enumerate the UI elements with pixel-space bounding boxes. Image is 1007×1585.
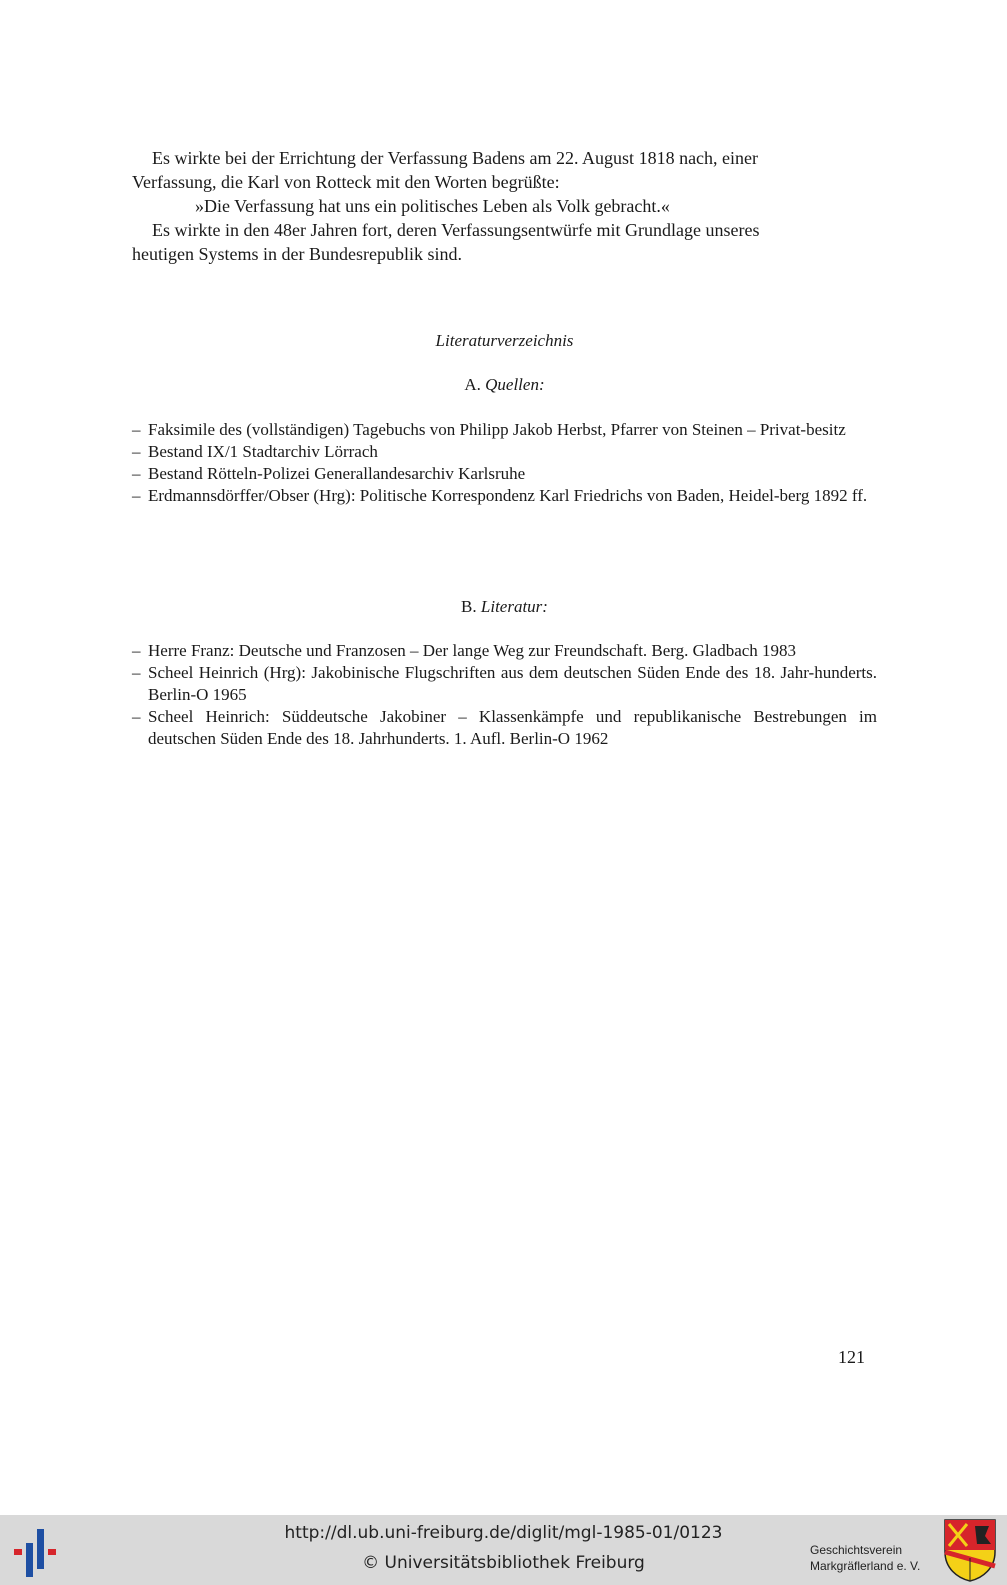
paragraph-2-line-1: Es wirkte in den 48er Jahren fort, deren Verfassungsentwürfe mit Grundlage unseres: [152, 220, 760, 240]
paragraph-2-line-2: heutigen Systems in der Bundesrepublik sind.: [132, 244, 462, 264]
body-text: [132, 146, 877, 266]
bibliography-title: Literaturverzeichnis: [435, 331, 574, 350]
literature-heading: [132, 597, 877, 617]
sources-list: [132, 419, 877, 507]
quote: »Die Verfassung hat uns ein politisches Leben als Volk gebracht.«: [195, 196, 670, 216]
sources-label: Quellen:: [485, 375, 545, 394]
list-item: – Erdmannsdörffer/Obser (Hrg): Politische Korrespondenz Karl Friedrichs von Baden, Heidel-berg 1892 ff.: [132, 486, 868, 505]
society-name: Geschichtsverein Markgräflerland e. V.: [810, 1543, 921, 1573]
sources-prefix: A.: [464, 375, 481, 394]
paragraph-1-line-2: Verfassung, die Karl von Rotteck mit den Worten begrüßte:: [132, 172, 560, 192]
source-url[interactable]: http://dl.ub.uni-freiburg.de/diglit/mgl-1985-01/0123: [284, 1523, 723, 1543]
list-item: – Herre Franz: Deutsche und Franzosen – Der lange Weg zur Freundschaft. Berg. Gladbach 1983: [132, 641, 797, 660]
copyright: © Universitätsbibliothek Freiburg: [362, 1553, 645, 1573]
literature-list: [132, 640, 877, 750]
footer-bar: [0, 1515, 1007, 1585]
list-item: – Faksimile des (vollständigen) Tagebuchs von Philipp Jakob Herbst, Pfarrer von Steinen – Privat-besitz: [132, 420, 846, 439]
page-number: 121: [838, 1347, 865, 1367]
list-item: – Scheel Heinrich (Hrg): Jakobinische Flugschriften aus dem deutschen Süden Ende des 18. Jahr-hunderts. Berlin-O 1965: [132, 663, 877, 704]
list-item: – Bestand Rötteln-Polizei Generallandesarchiv Karlsruhe: [132, 464, 526, 483]
literature-prefix: B.: [461, 597, 477, 616]
list-item: – Bestand IX/1 Stadtarchiv Lörrach: [132, 442, 378, 461]
list-item: – Scheel Heinrich: Süddeutsche Jakobiner – Klassenkämpfe und republikanische Bestrebungen im deutschen Süden Ende des 18. Jahrhunderts. 1. Aufl. Berlin-O 1962: [132, 707, 877, 748]
paragraph-1-line-1: Es wirkte bei der Errichtung der Verfassung Badens am 22. August 1818 nach, einer: [152, 148, 759, 168]
sources-heading: [132, 375, 877, 395]
literature-label: Literatur:: [480, 597, 548, 616]
coat-of-arms-icon: [943, 1518, 997, 1582]
